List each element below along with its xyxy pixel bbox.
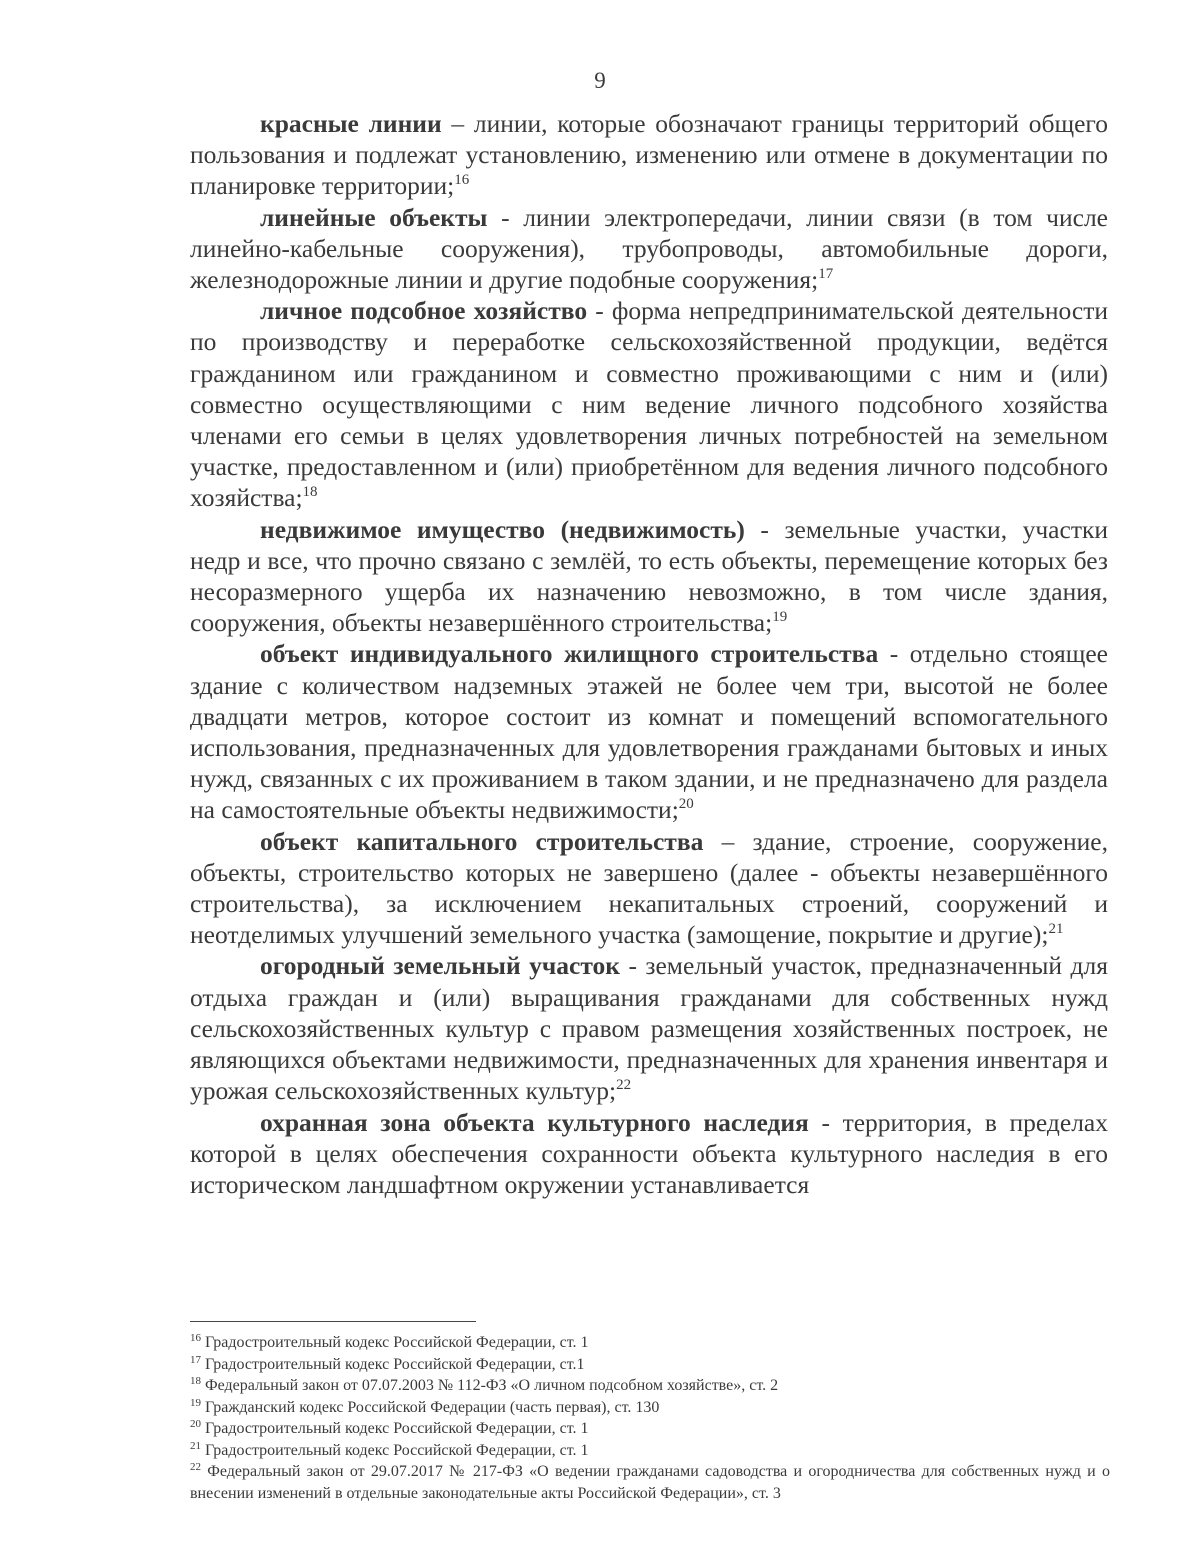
footnote-number: 19: [190, 1396, 201, 1409]
term-paragraph: [190, 108, 1108, 202]
footnotes: [190, 1332, 1110, 1504]
footnote: [190, 1440, 1110, 1462]
term-title: красные линии: [260, 109, 442, 138]
footnote-number: 21: [190, 1439, 201, 1452]
term-paragraph: [190, 295, 1108, 513]
term-title: огородный земельный участок: [260, 951, 620, 981]
term-definition: - территория, в пределах которой в целях обеспечения сохранности объекта культурного наследия в его историческом ландшафтном окружении устанавливается: [190, 1107, 1108, 1199]
footnote-text: Федеральный закон от 29.07.2017 № 217-ФЗ «О ведении гражданами садоводства и огородничества для собственных нужд и о внесении изменений в отдельные законодательные акты Российской Федерации», ст. 3: [190, 1463, 1110, 1502]
term-paragraph: [190, 826, 1108, 951]
footnote: [190, 1375, 1110, 1397]
footnote-ref: 22: [616, 1077, 632, 1094]
footnote-number: 16: [190, 1332, 201, 1344]
footnote-separator: [190, 1321, 476, 1322]
footnote-number: 17: [190, 1353, 201, 1366]
term-title: недвижимое имущество (недвижимость): [260, 514, 745, 544]
footnote: [190, 1354, 1110, 1376]
footnote-text: Градостроительный кодекс Российской Федерации, ст. 1: [201, 1420, 589, 1437]
footnote-ref: 17: [818, 266, 834, 283]
term-title: охранная зона объекта культурного наследия: [260, 1107, 809, 1137]
footnote-ref: 20: [678, 796, 694, 813]
footnote-text: Гражданский кодекс Российской Федерации (часть первая), ст. 130: [201, 1398, 660, 1416]
term-definition: - линии электропередачи, линии связи (в том числе линейно-кабельные сооружения), трубопроводы, автомобильные дороги, железнодорожные линии и другие подобные сооружения;: [190, 202, 1108, 295]
footnote: [190, 1418, 1110, 1440]
term-paragraph: [190, 638, 1108, 825]
term-paragraph: [190, 950, 1108, 1106]
footnote-number: 20: [190, 1418, 201, 1430]
document-body: [190, 108, 1108, 1200]
term-title: линейные объекты: [260, 202, 488, 232]
term-paragraph: [190, 514, 1108, 639]
footnote-text: Градостроительный кодекс Российской Федерации, ст. 1: [201, 1334, 589, 1351]
footnote-ref: 19: [772, 609, 788, 626]
term-definition: – здание, строение, сооружение, объекты, строительство которых не завершено (далее - объекты незавершённого строительства), за исключением некапитальных строений, сооружений и неотделимых улучшений земельного участка (замощение, покрытие и другие);: [190, 826, 1108, 950]
term-definition: - земельные участки, участки недр и все, что прочно связано с землёй, то есть объекты, перемещение которых без несоразмерного ущерба их назначению невозможно, в том числе здания, сооружения, объекты незавершённого строительства;: [190, 514, 1109, 638]
footnote: [190, 1461, 1110, 1504]
term-title: объект индивидуального жилищного строительства: [260, 639, 879, 669]
term-definition: - земельный участок, предназначенный для отдыха граждан и (или) выращивания гражданами для собственных нужд сельскохозяйственных культур с правом размещения хозяйственных построек, не являющихся объектами недвижимости, предназначенных для хранения инвентаря и урожая сельскохозяйственных культур;: [190, 951, 1108, 1106]
term-definition: - отдельно стоящее здание с количеством надземных этажей не более чем три, высотой не более двадцати метров, которое состоит из комнат и помещений вспомогательного использования, предназначенных для удовлетворения гражданами бытовых и иных нужд, связанных с их проживанием в таком здании, и не предназначено для раздела на самостоятельные объекты недвижимости;: [190, 639, 1108, 825]
page-number: 9: [594, 68, 606, 93]
footnote-ref: 18: [302, 484, 318, 501]
term-paragraph: [190, 202, 1108, 296]
footnote: [190, 1332, 1110, 1354]
footnote: [190, 1397, 1110, 1419]
footnote-text: Федеральный закон от 07.07.2003 № 112-ФЗ «О личном подсобном хозяйстве», ст. 2: [201, 1377, 779, 1394]
footnote-text: Градостроительный кодекс Российской Федерации, ст.1: [201, 1355, 585, 1373]
footnote-number: 22: [190, 1461, 201, 1473]
footnote-ref: 21: [1048, 921, 1064, 938]
footnote-ref: 16: [454, 172, 470, 189]
footnote-text: Градостроительный кодекс Российской Федерации, ст. 1: [201, 1441, 589, 1459]
term-definition: - форма непредпринимательской деятельности по производству и переработке сельскохозяйственной продукции, ведётся гражданином или гражданином и совместно проживающими с ним и (или) совместно осуществляющими с ним ведение личного подсобного хозяйства членами его семьи в целях удовлетворения личных потребностей на земельном участке, предоставленном и (или) приобретённом для ведения личного подсобного хозяйства;: [190, 296, 1108, 513]
term-title: личное подсобное хозяйство: [260, 296, 588, 326]
term-definition: – линии, которые обозначают границы территорий общего пользования и подлежат установлению, изменению или отмене в документации по планировке территории;: [190, 109, 1108, 201]
term-title: объект капитального строительства: [260, 826, 704, 856]
footnote-number: 18: [190, 1375, 201, 1387]
term-paragraph: [190, 1107, 1108, 1201]
